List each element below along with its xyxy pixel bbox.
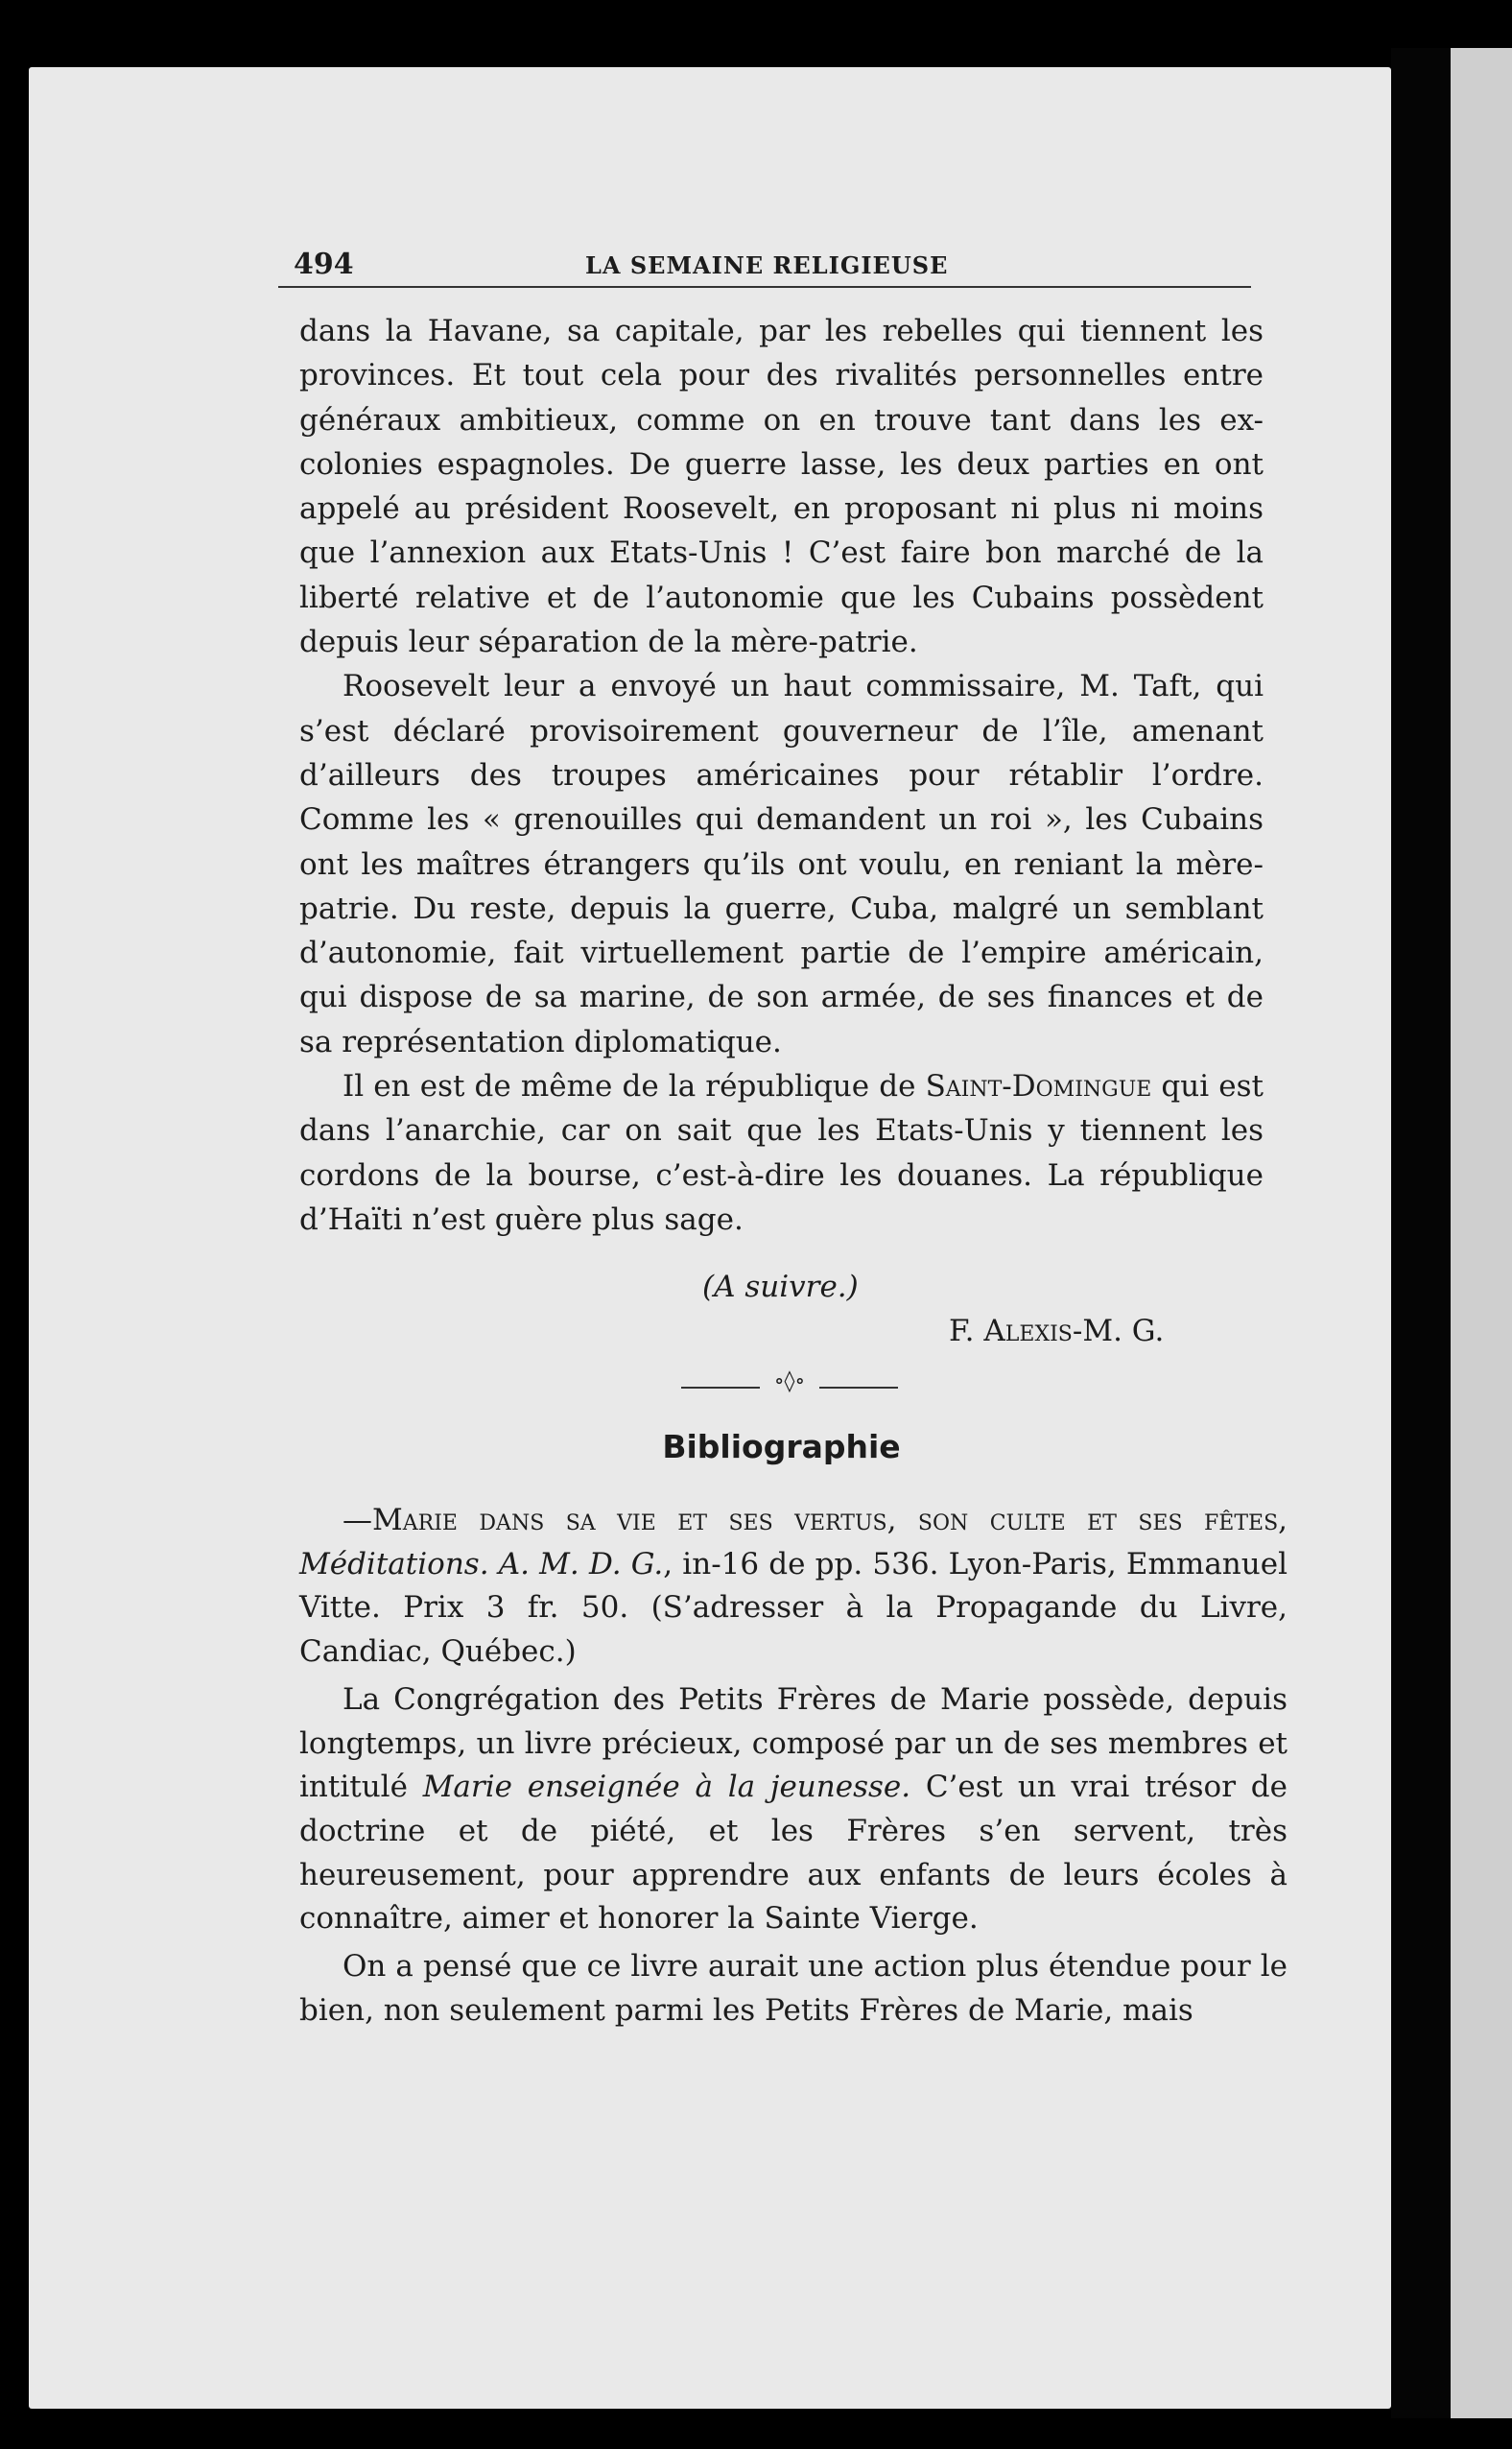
place-name-saint-domingue: Saint-Domingue [925,1069,1152,1105]
bib-p2-end: C’est un vrai trésor de doctrine et de piété, et les Frères s’en servent, très heureusement, pour apprendre aux enfants de leurs écoles à connaître, aimer et honorer la Sainte Vierge. [299,1770,1288,1937]
paragraph-3-end: qui est dans l’anarchie, car on sait que les Etats-Unis y tiennent les cordons de la bourse, c’est-à-dire les douanes. La république d’Haïti n’est guère plus sage. [299,1069,1264,1237]
section-divider-ornament [681,1369,898,1400]
divider-line-left [681,1387,760,1389]
article-paragraph-2: Roosevelt leur a envoyé un haut commissaire, M. Taft, qui s’est déclaré provisoirement gouverneur de l’île, amenant d’ailleurs des troupes américaines pour rétablir l’ordre. Comme les « grenouilles qui demandent un roi », les Cubains ont les maîtres étrangers qu’ils ont voulu, en reniant la mère-patrie. Du reste, depuis la guerre, Cuba, malgré un semblant d’autonomie, fait virtuellement partie de l’empire américain, qui dispose de sa marine, de son armée, de ses finances et de sa représentation diplomatique. [299,669,1264,1059]
entry-details: , in-16 de pp. 536. Lyon-Paris, Emmanuel Vitte. Prix 3 fr. 50. (S’adresser à la Propagande du Livre, Candiac, Québec.) [299,1546,1288,1670]
page-header [278,242,1251,288]
article-body [299,309,1264,1242]
bib-p2-start: La Congrégation des Petits Frères de Marie possède, depuis longtemps, un livre précieux, composé par un de ses membres et intitulé [299,1681,1288,1805]
paragraph-3-start: Il en est de même de la république de [343,1069,926,1105]
adjacent-page-edge [1451,48,1512,2418]
to-be-continued: (A suivre.) [702,1270,859,1304]
divider-glyph: ∘◊∘ [773,1369,806,1393]
bibliography-paragraph-2 [299,1678,1288,1941]
article-paragraph-3 [299,1064,1264,1242]
bibliography-heading: Bibliographie [662,1428,901,1465]
bibliography-body [299,1499,1288,2036]
divider-line-right [819,1387,898,1389]
book-title: Marie enseignée à la jeunesse. [422,1770,911,1805]
binding-gutter [1391,48,1451,2418]
entry-dash: — [343,1503,372,1537]
article-paragraph-1: dans la Havane, sa capitale, par les rebelles qui tiennent les provinces. Et tout cela pour des rivalités personnelles entre généraux ambitieux, comme on en trouve tant dans les ex-colonies espagnoles. De guerre lasse, les deux parties en ont appelé au président Roosevelt, en proposant ni plus ni moins que l’annexion aux Etats-Unis ! C’est faire bon marché de la liberté relative et de l’autonomie que les Cubains possèdent depuis leur séparation de la mère-patrie. [299,314,1264,660]
entry-subtitle: Méditations. A. M. D. G. [299,1546,664,1581]
page-number: 494 [294,248,354,281]
running-title: LA SEMAINE RELIGIEUSE [585,251,949,279]
entry-title: Marie dans sa vie et ses vertus, son culte et ses fêtes, [372,1503,1288,1537]
author-signature: F. Alexis-M. G. [949,1314,1165,1348]
bibliography-entry [299,1499,1288,1675]
bibliography-paragraph-3: On a pensé que ce livre aurait une action plus étendue pour le bien, non seulement parmi les Petits Frères de Marie, mais [299,1949,1288,2028]
